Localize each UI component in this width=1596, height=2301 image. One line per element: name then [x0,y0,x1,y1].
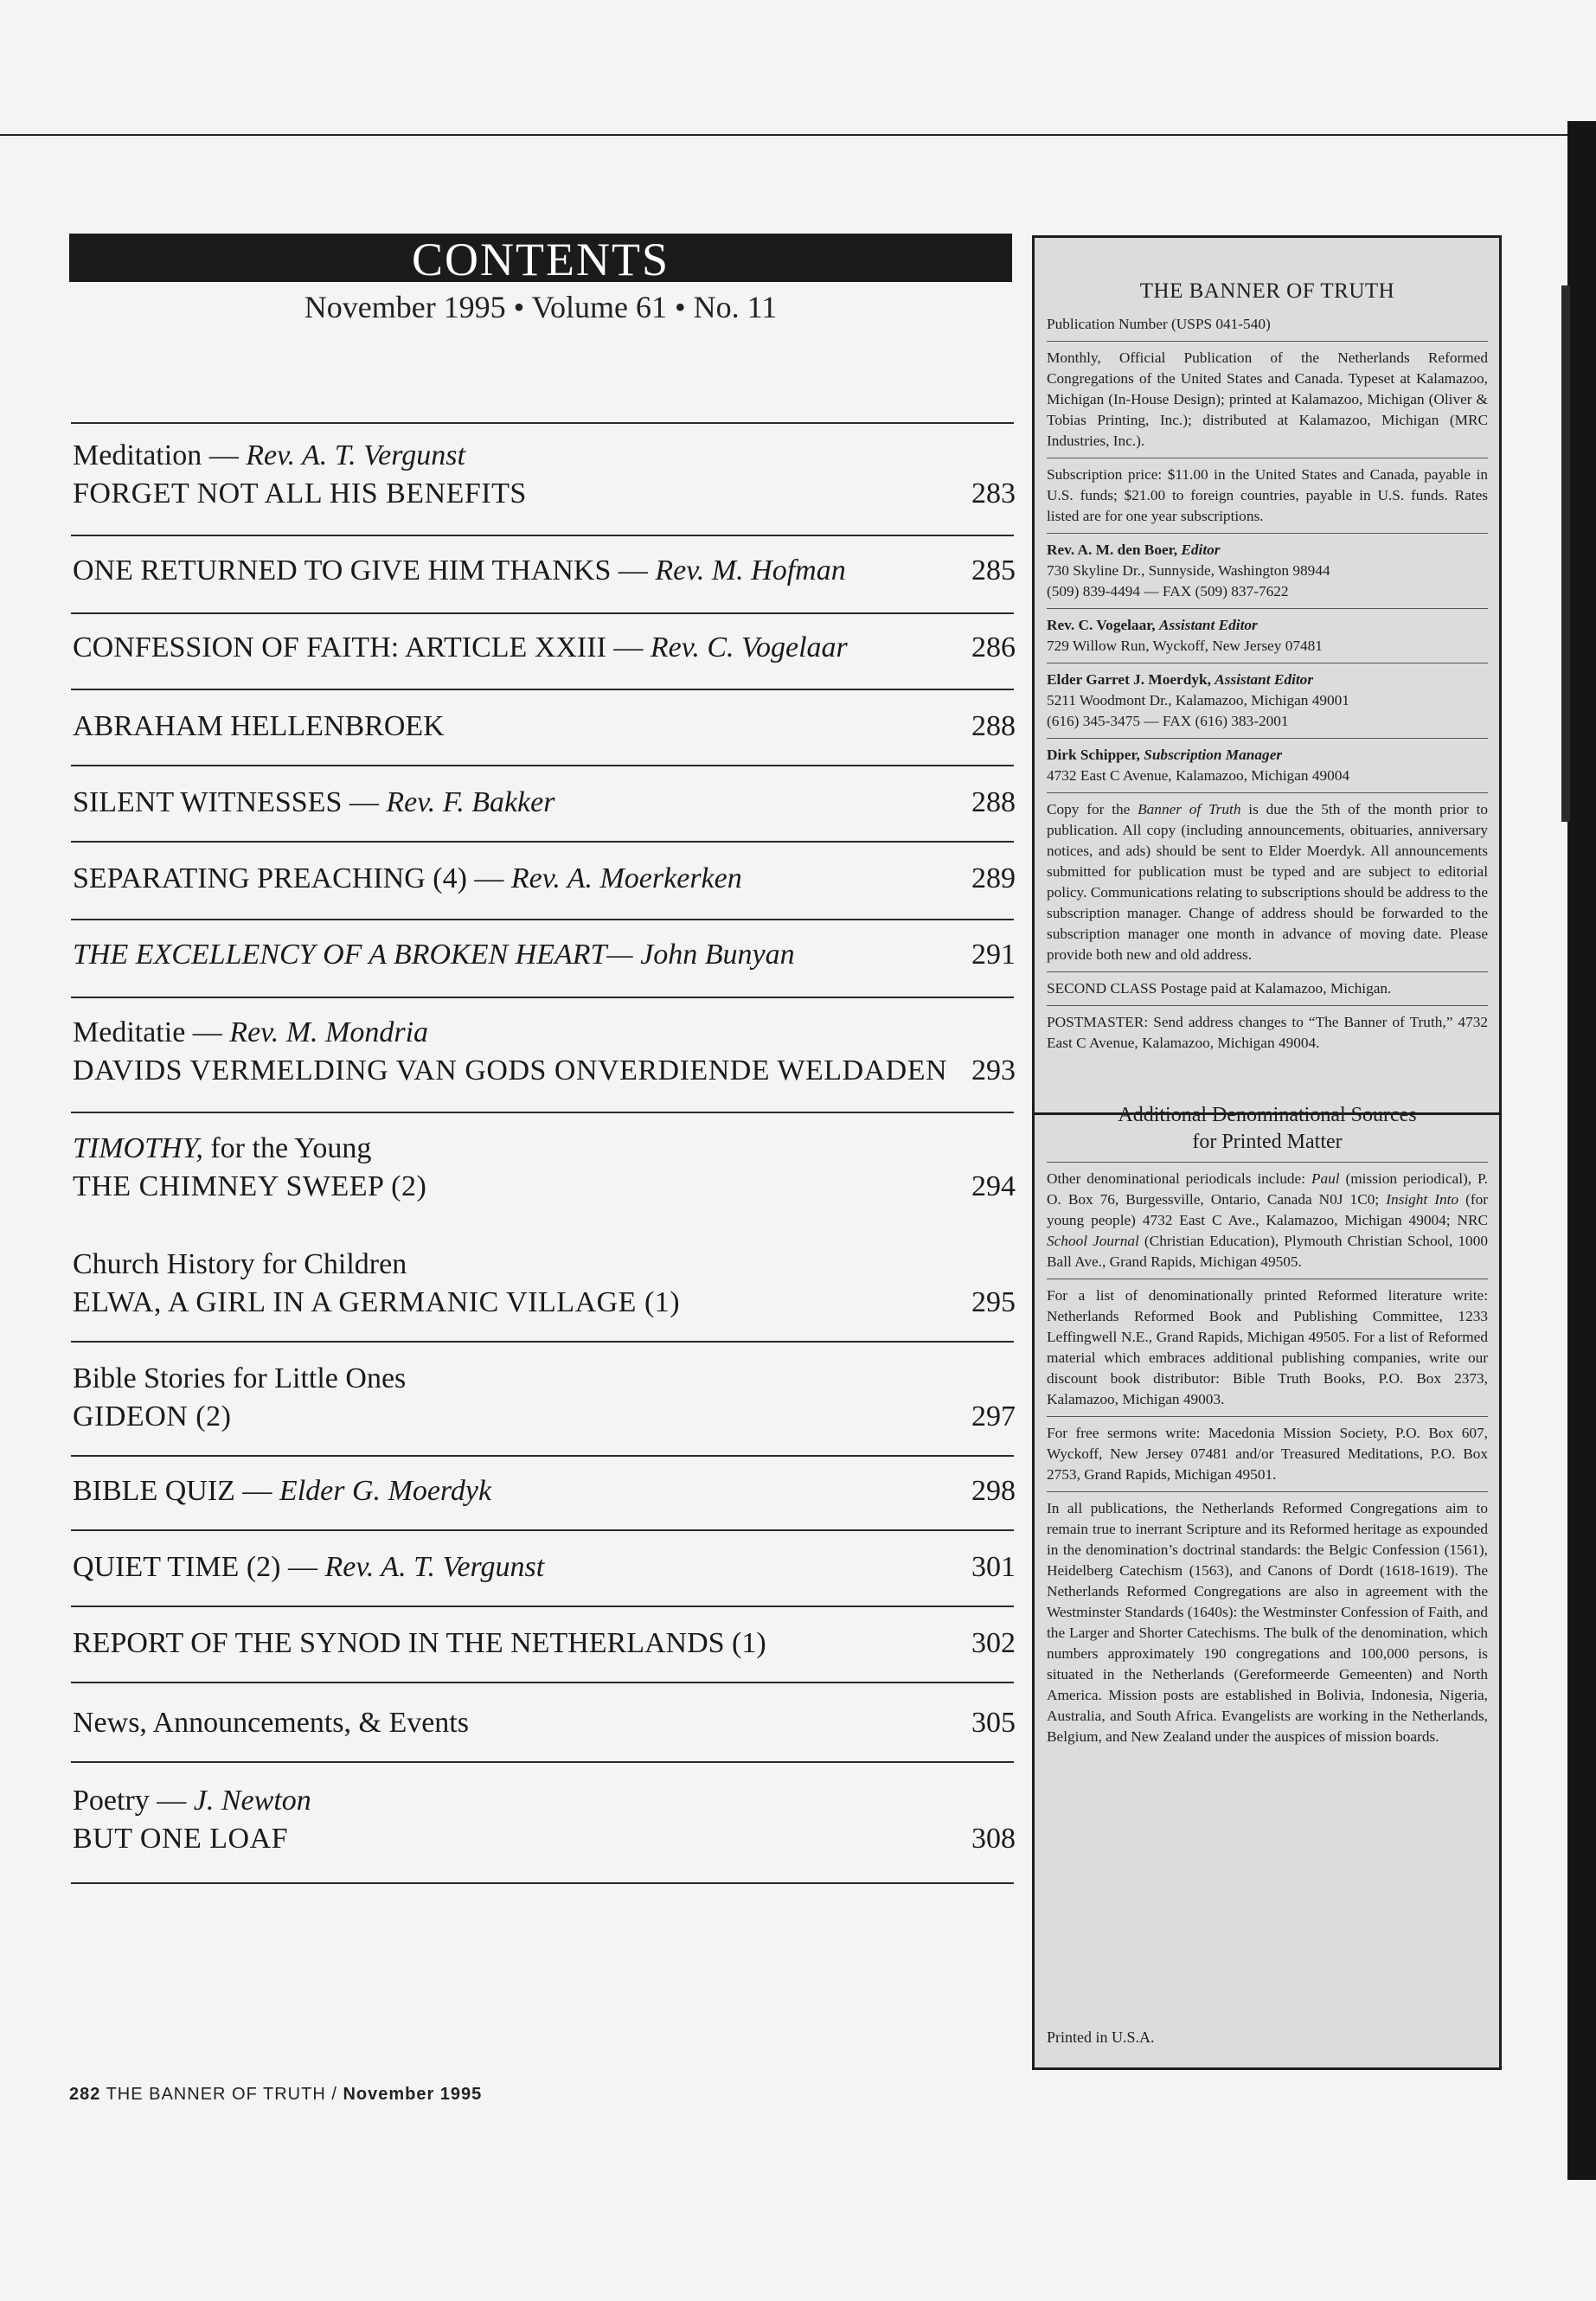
toc-author: Rev. M. Mondria [229,1016,429,1048]
toc-title: SEPARATING PREACHING (4) — [73,862,511,894]
page-footer [69,2085,482,2105]
toc-title: GIDEON (2) [73,1400,232,1433]
toc-title: SILENT WITNESSES — [73,786,387,818]
asst-editor-address: 729 Willow Run, Wyckoff, New Jersey 07481 [1047,638,1323,654]
toc-entry[interactable] [73,936,1016,974]
toc-entry[interactable] [73,1130,1016,1206]
toc-title: ABRAHAM HELLENBROEK [73,710,445,742]
toc-title: BUT ONE LOAF [73,1823,289,1855]
masthead-rule [1047,971,1488,972]
masthead-title: THE BANNER OF TRUTH [1139,279,1395,303]
editor-name: Rev. A. M. den Boer, [1047,542,1182,558]
toc-rule [71,535,1014,536]
toc-entry[interactable] [73,1704,1016,1742]
toc-page-number: 289 [971,862,1016,894]
toc-page-number: 308 [971,1823,1016,1855]
toc-rule [71,422,1014,424]
toc-page-number: 294 [971,1170,1016,1202]
toc-author: Rev. A. T. Vergunst [324,1551,545,1583]
toc-entry[interactable] [73,1625,1016,1663]
sources-periodicals: Other denominational periodicals include: Paul (mission periodical), P. O. Box 76, Burgessville, Ontario, Canada N0J 1C0; Insight Into (for young people) 4732 East C Ave., Kalamazoo, Michigan 49004; NRC School Journal (Christian Education), Plymouth Christian School, 1000 Ball Ave., Grand Rapids, Michigan 49505. [1047,1170,1488,1270]
toc-rule [71,997,1014,998]
toc-entry[interactable] [73,1246,1016,1322]
asst-editor-address: 5211 Woodmont Dr., Kalamazoo, Michigan 49001 [1047,692,1349,708]
toc-entry[interactable] [73,552,1016,590]
toc-entry[interactable] [73,708,1016,746]
contents-heading: CONTENTS [69,234,1012,282]
masthead-rule [1047,792,1488,793]
asst-editor-role: Assistant Editor [1158,617,1258,633]
toc-page-number: 286 [971,631,1016,663]
toc-entry[interactable] [73,1360,1016,1436]
sources-literature: For a list of denominationally printed Reformed literature write: Netherlands Reformed Book and Publishing Committee, 1233 Leffingwell N.E., Grand Rapids, Michigan 49505. For a list of Reformed material which embraces additional publishing companies, write our discount book distributor: Bible Truth Books, P.O. Box 2373, Kalamazoo, Michigan 49003. [1047,1287,1488,1407]
toc-rule [71,1112,1014,1113]
asst-editor-role: Assistant Editor [1215,671,1314,688]
toc-author: Rev. A. Moerkerken [510,862,742,894]
toc-label: Poetry — [73,1785,194,1817]
toc-page-number: 283 [971,478,1016,510]
toc-rule [71,1455,1014,1457]
toc-page-number: 291 [971,939,1016,971]
toc-rule [71,765,1014,766]
toc-rule [71,919,1014,920]
masthead-rule [1047,533,1488,534]
toc-author: Elder G. Moerdyk [279,1475,492,1507]
toc-label: Meditatie — [73,1016,230,1048]
toc-label: Meditation — [73,439,247,471]
toc-entry[interactable] [73,784,1016,822]
toc-title: ELWA, A GIRL IN A GERMANIC VILLAGE (1) [73,1286,681,1318]
toc-entry[interactable] [73,1548,1016,1586]
footer-publication: THE BANNER OF TRUTH / [100,2085,343,2104]
toc-page-number: 295 [971,1286,1016,1318]
toc-author: Rev. M. Hofman [655,554,846,586]
toc-title: FORGET NOT ALL HIS BENEFITS [73,478,527,510]
masthead-rule [1047,1491,1488,1492]
toc-title: CONFESSION OF FAITH: ARTICLE XXIII — [73,631,651,663]
toc-author: J. Newton [193,1785,311,1817]
editor-address: 730 Skyline Dr., Sunnyside, Washington 98944 [1047,562,1330,579]
toc-title: ONE RETURNED TO GIVE HIM THANKS — [73,554,656,586]
manager-role: Subscription Manager [1144,747,1283,763]
pub-number: Publication Number (USPS 041-540) [1047,316,1271,332]
toc-rule [71,1761,1014,1763]
toc-entry[interactable] [73,860,1016,898]
toc-title: News, Announcements, & Events [73,1707,469,1739]
toc-title: QUIET TIME (2) — [73,1551,325,1583]
toc-author: Rev. A. T. Vergunst [246,439,465,471]
toc-title: THE EXCELLENCY OF A BROKEN HEART [73,939,607,971]
toc-rule [71,1529,1014,1531]
page-edge-right [1567,121,1596,2180]
toc-page-number: 301 [971,1551,1016,1583]
toc-label: for the Young [202,1132,372,1164]
editor-role: Editor [1181,542,1221,558]
toc-entry[interactable] [73,437,1016,513]
editor-phone: (509) 839-4494 — FAX (509) 837-7622 [1047,583,1289,599]
postage-info: SECOND CLASS Postage paid at Kalamazoo, Michigan. [1047,980,1392,997]
masthead-rule [1047,341,1488,342]
toc-label: Bible Stories for Little Ones [73,1362,407,1394]
toc-rule [71,841,1014,843]
toc-author: Rev. C. Vogelaar [650,631,848,663]
toc-rule [71,1682,1014,1683]
toc-rule [71,1882,1014,1884]
toc-page-number: 302 [971,1627,1016,1659]
toc-page-number: 297 [971,1400,1016,1433]
footer-date: November 1995 [343,2085,483,2104]
masthead-box [1032,235,1502,2070]
masthead-rule [1047,608,1488,609]
pub-description: Monthly, Official Publication of the Netherlands Reformed Congregations of the United States and Canada. Typeset at Kalamazoo, Michigan (In-House Design); printed at Kalamazoo, Michigan (Oliver & Tobias Printing, Inc.); distributed at Kalamazoo, Michigan (MRC Industries, Inc.). [1047,349,1488,449]
toc-page-number: 288 [971,710,1016,742]
toc-title: DAVIDS VERMELDING VAN GODS ONVERDIENDE WELDADEN [73,1054,948,1086]
sources-sermons: For free sermons write: Macedonia Mission Society, P.O. Box 607, Wyckoff, New Jersey 07481 and/or Treasured Meditations, P.O. Box 2753, Grand Rapids, Michigan 49501. [1047,1425,1488,1483]
toc-page-number: 293 [971,1054,1016,1086]
toc-label-italic: TIMOTHY, [73,1132,203,1164]
asst-editor-name: Elder Garret J. Moerdyk, [1047,671,1215,688]
toc-title: REPORT OF THE SYNOD IN THE NETHERLANDS (1) [73,1627,766,1659]
toc-title: BIBLE QUIZ — [73,1475,279,1507]
copy-policy: Copy for the Banner of Truth is due the 5th of the month prior to publication. All copy (including announcements, obituaries, anniversary notices, and ads) should be sent to Elder Moerdyk. All announcements submitted for publication must be typed and are subject to editorial policy. Communications relating to subscriptions should be address to the subscription manager. Change of address should be forwarded to the subscription manager one month in advance of moving date. Please provide both new and old address. [1047,801,1489,963]
printed-in: Printed in U.S.A. [1047,2029,1155,2046]
asst-editor-name: Rev. C. Vogelaar, [1047,617,1159,633]
toc-label: Church History for Children [73,1248,407,1280]
toc-entry[interactable] [73,1014,1016,1090]
toc-entry[interactable] [73,1472,1016,1510]
toc-page-number: 288 [971,786,1016,818]
manager-address: 4732 East C Avenue, Kalamazoo, Michigan 49004 [1047,767,1350,784]
toc-author: — John Bunyan [606,939,795,971]
masthead-rule [1047,738,1488,739]
postmaster-info: POSTMASTER: Send address changes to “The Banner of Truth,” 4732 East C Avenue, Kalamazoo, Michigan 49004. [1047,1014,1488,1051]
toc-rule [71,689,1014,690]
denomination-statement: In all publications, the Netherlands Reformed Congregations aim to remain true to inerrant Scripture and its Reformed heritage as expounded in the denomination’s doctrinal standards: the Belgic Confession (1561), Heidelberg Catechism (1563), and Canons of Dordt (1618-1619). The Netherlands Reformed Congregations are also in agreement with the Westminster Standards (1640s): the Westminster Confession of Faith, and the Larger and Shorter Catechisms. The bulk of the denomination, which numbers approximately 190 congregations and 100,000 persons, is situated in the Netherlands (Gereformeerde Gemeenten) and North America. Mission posts are established in Bolivia, Indonesia, Nigeria, Australia, and South Africa. Evangelists are working in the Netherlands, Belgium, and New Zealand under the auspices of mission boards. [1047,1500,1488,1745]
manager-name: Dirk Schipper, [1047,747,1144,763]
toc-rule [71,612,1014,614]
masthead-rule [1047,1162,1488,1163]
issue-line: November 1995 • Volume 61 • No. 11 [304,290,778,324]
subscription-info: Subscription price: $11.00 in the United States and Canada, payable in U.S. funds; $21.00 to foreign countries, payable in U.S. funds. Rates listed are for one year subscriptions. [1047,466,1488,524]
masthead-rule [1047,1416,1488,1417]
sources-title-line2: for Printed Matter [1192,1131,1343,1153]
toc-author: Rev. F. Bakker [386,786,555,818]
toc-page-number: 305 [971,1707,1016,1739]
toc-rule [71,1606,1014,1607]
toc-page-number: 298 [971,1475,1016,1507]
toc-entry[interactable] [73,1782,1016,1858]
toc-page-number: 285 [971,554,1016,586]
page-edge-top [0,134,1596,136]
toc-entry[interactable] [73,629,1016,667]
page-edge-shadow [1561,285,1570,822]
toc-rule [71,1341,1014,1343]
asst-editor-phone: (616) 345-3475 — FAX (616) 383-2001 [1047,713,1289,729]
footer-page-number: 282 [69,2085,101,2104]
toc-title: THE CHIMNEY SWEEP (2) [73,1170,427,1202]
masthead-rule [1047,1005,1488,1006]
sources-title: Additional Denominational Sources [1118,1104,1417,1126]
